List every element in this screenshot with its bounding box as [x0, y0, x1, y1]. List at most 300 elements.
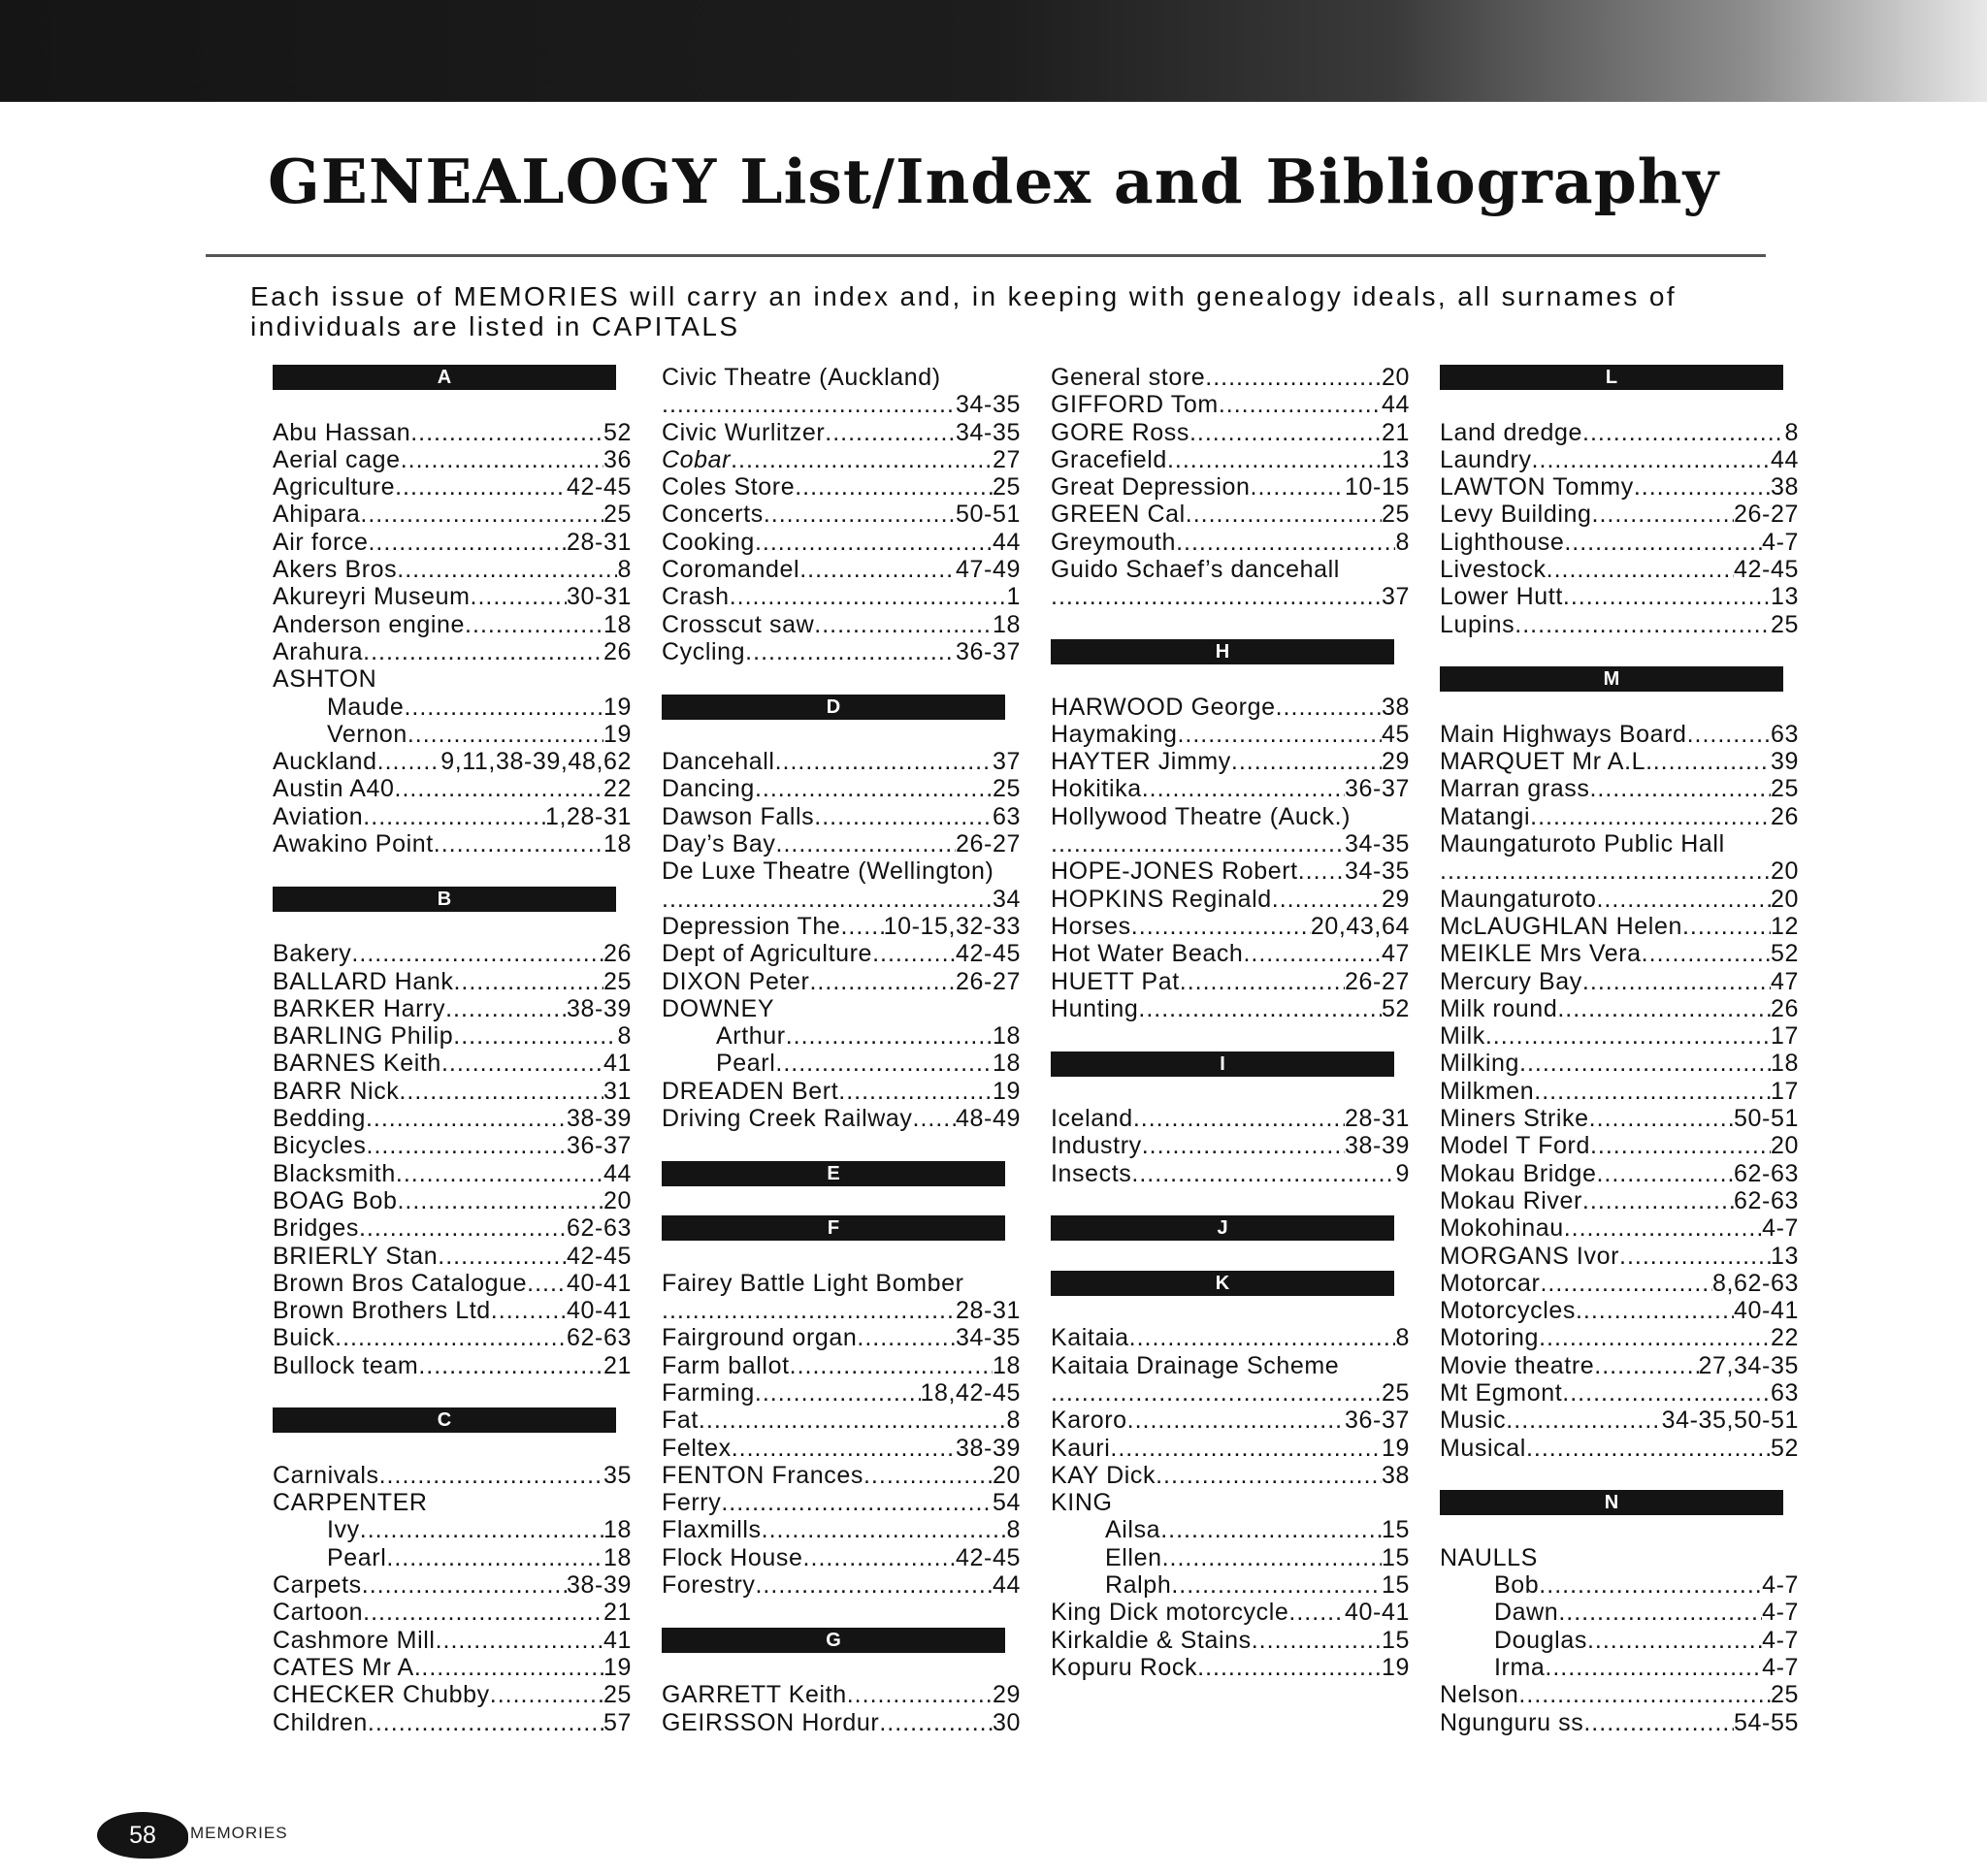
entry-pages: 38 [1381, 1461, 1410, 1489]
entry-name: Levy Building [1440, 501, 1592, 529]
entry-name: Ellen [1105, 1543, 1162, 1571]
entry-name: Auckland [273, 748, 377, 776]
dot-leader [1127, 1407, 1345, 1434]
entry-name: HAYTER Jimmy [1051, 748, 1231, 776]
index-entry [1440, 1078, 1799, 1105]
entry-name: Depression The [662, 912, 841, 940]
entry-name: DREADEN Bert [662, 1077, 839, 1105]
index-entry [273, 1022, 632, 1050]
index-subentry [662, 1050, 1021, 1077]
dot-leader [1186, 501, 1382, 528]
index-entry [273, 638, 632, 665]
index-entry [1440, 1160, 1799, 1187]
entry-pages: 25 [1770, 775, 1799, 803]
entry-pages: 9 [1395, 1159, 1410, 1187]
entry-pages: 21 [1381, 418, 1410, 446]
dot-leader [1485, 1022, 1771, 1050]
entry-pages: 40-41 [567, 1269, 632, 1297]
letter-heading [1051, 1270, 1410, 1297]
index-entry [1440, 1352, 1799, 1379]
entry-name: LAWTON Tommy [1440, 473, 1634, 501]
entry-pages: 27 [992, 445, 1021, 473]
index-entry [273, 748, 632, 775]
dot-leader [360, 1516, 603, 1543]
index-entry [1440, 748, 1799, 775]
index-entry [662, 1489, 1021, 1516]
index-subentry [1440, 1627, 1799, 1654]
entry-pages: 35 [603, 1461, 632, 1489]
entry-pages: 26-27 [1734, 501, 1799, 529]
entry-pages: 63 [992, 802, 1021, 830]
entry-name: Industry [1051, 1132, 1142, 1160]
entry-pages: 20 [1770, 857, 1799, 886]
entry-name: Douglas [1494, 1626, 1587, 1654]
index-entry [1051, 1160, 1410, 1187]
spacer [1051, 1187, 1410, 1214]
entry-name: Air force [273, 528, 369, 556]
index-entry [662, 803, 1021, 830]
dot-leader [825, 419, 956, 446]
letter-heading [1051, 1050, 1410, 1077]
entry-name: BRIERLY Stan [273, 1242, 439, 1270]
index-entry [1440, 1379, 1799, 1407]
entry-name: Flock House [662, 1543, 803, 1571]
dot-leader [367, 1132, 568, 1159]
dot-leader [395, 473, 567, 501]
dot-leader [1634, 473, 1771, 501]
entry-pages: 50-51 [1734, 1105, 1799, 1133]
dot-leader [662, 1297, 956, 1324]
entry-name: Ailsa [1105, 1516, 1161, 1544]
index-entry [1440, 995, 1799, 1022]
entry-name: GIFFORD Tom [1051, 391, 1219, 419]
dot-leader [368, 1709, 603, 1736]
index-entry [1440, 473, 1799, 501]
index-entry [1051, 748, 1410, 775]
entry-pages: 38-39 [567, 1105, 632, 1133]
entry-name: Mokohinau [1440, 1214, 1564, 1243]
index-entry [1051, 1132, 1410, 1159]
spacer [662, 1243, 1021, 1270]
dot-leader [1596, 886, 1771, 913]
spacer [1440, 638, 1799, 665]
entry-pages: 36 [603, 445, 632, 473]
dot-leader [397, 1187, 603, 1214]
entry-pages: 42-45 [1734, 556, 1799, 584]
entry-pages: 17 [1770, 1077, 1799, 1105]
index-entry [273, 1627, 632, 1654]
entry-pages: 17 [1770, 1022, 1799, 1051]
dot-leader [857, 1324, 956, 1351]
index-entry [273, 611, 632, 638]
entry-pages: 19 [1381, 1653, 1410, 1681]
entry-name: Flaxmills [662, 1516, 762, 1544]
entry-pages: 40-41 [567, 1297, 632, 1325]
index-heading-entry: KING [1051, 1489, 1113, 1517]
dot-leader [1545, 1654, 1762, 1681]
dot-leader [1110, 1435, 1382, 1462]
index-entry [1051, 391, 1410, 418]
dot-leader [1582, 1187, 1734, 1214]
entry-name: Pearl [327, 1543, 387, 1571]
dot-leader [1653, 748, 1771, 775]
entry-name: Ahipara [273, 501, 361, 529]
index-entry [662, 501, 1021, 528]
header-band [0, 0, 1987, 102]
entry-pages: 15 [1381, 1516, 1410, 1544]
entry-name: Day’s Bay [662, 830, 776, 858]
index-entry [1051, 913, 1410, 940]
index-entry [1440, 1324, 1799, 1351]
entry-pages: 34-35 [956, 1324, 1021, 1352]
dot-leader [1142, 1132, 1345, 1159]
index-entry [273, 1243, 632, 1270]
index-entry [1051, 1462, 1410, 1489]
dot-leader [407, 721, 603, 748]
index-entry [1051, 501, 1410, 528]
entry-name: Aviation [273, 802, 364, 830]
entry-pages: 36-37 [1345, 775, 1410, 803]
entry-pages: 26-27 [956, 967, 1021, 995]
index-entry [1440, 886, 1799, 913]
dot-leader [799, 556, 956, 583]
dot-leader [1160, 1516, 1382, 1543]
entry-name: Ralph [1105, 1571, 1172, 1600]
dot-leader [1142, 775, 1345, 802]
index-entry [1051, 473, 1410, 501]
entry-pages: 29 [1381, 748, 1410, 776]
entry-pages: 19 [603, 1653, 632, 1681]
entry-name: BOAG Bob [273, 1186, 398, 1214]
dot-leader [1171, 1571, 1382, 1599]
entry-name: HUETT Pat [1051, 967, 1180, 995]
entry-pages: 38 [1770, 473, 1799, 501]
dot-leader [1687, 721, 1771, 748]
entry-name: Greymouth [1051, 528, 1177, 556]
dot-leader [1219, 391, 1382, 418]
index-entry [1051, 1599, 1410, 1626]
index-entry [273, 1078, 632, 1105]
dot-leader [465, 611, 603, 638]
entry-name: Cooking [662, 528, 755, 556]
dot-leader [1562, 1379, 1771, 1407]
index-entry [273, 1571, 632, 1599]
dot-leader [730, 583, 1007, 610]
entry-name: Fairground organ [662, 1324, 858, 1352]
index-entry [1051, 446, 1410, 473]
entry-pages: 54-55 [1734, 1708, 1799, 1736]
spacer [662, 1599, 1021, 1626]
dot-leader [1534, 1078, 1771, 1105]
dot-leader [1189, 419, 1382, 446]
index-subentry [273, 1544, 632, 1571]
entry-pages: 22 [1770, 1324, 1799, 1352]
entry-pages: 20 [1770, 885, 1799, 913]
entry-name: Fat [662, 1407, 699, 1435]
entry-name: Motorcycles [1440, 1297, 1576, 1325]
dot-leader [1298, 857, 1345, 885]
dot-leader [438, 1243, 567, 1270]
dot-leader [762, 1516, 1007, 1543]
entry-pages: 63 [1770, 1378, 1799, 1407]
dot-leader [360, 501, 603, 528]
dot-leader [1167, 446, 1382, 473]
entry-name: BARNES Keith [273, 1050, 441, 1078]
spacer [662, 1654, 1021, 1681]
dot-leader [1162, 1544, 1382, 1571]
entry-pages: 25 [1770, 610, 1799, 638]
index-entry [1440, 446, 1799, 473]
entry-pages: 26-27 [956, 830, 1021, 858]
dot-leader [814, 611, 993, 638]
index-entry [662, 968, 1021, 995]
dot-leader [872, 940, 956, 967]
entry-name: GEIRSSON Hordur [662, 1708, 880, 1736]
entry-name: Land dredge [1440, 418, 1583, 446]
dot-leader [814, 803, 993, 830]
index-entry [1440, 501, 1799, 528]
entry-pages: 15 [1381, 1626, 1410, 1654]
entry-name: Akers Bros [273, 556, 398, 584]
dot-leader [1582, 419, 1784, 446]
dot-leader [421, 1654, 603, 1681]
index-heading-entry: NAULLS [1440, 1543, 1538, 1571]
entry-name: Forestry [662, 1571, 756, 1600]
dot-leader [1564, 1214, 1762, 1242]
index-entry [662, 419, 1021, 446]
dot-leader [1177, 721, 1382, 748]
entry-name: Ngunguru ss [1440, 1708, 1584, 1736]
entry-name: Cobar [662, 445, 732, 473]
page-title: GENEALOGY List/Index and Bibliography [268, 146, 1720, 217]
spacer [1051, 1078, 1410, 1105]
dot-leader [1272, 886, 1382, 913]
entry-pages: 44 [992, 1571, 1021, 1600]
index-entry [273, 940, 632, 967]
index-entry [1440, 1050, 1799, 1077]
dot-leader [1642, 940, 1771, 967]
index-column-3 [1051, 364, 1410, 1681]
entry-pages: 38-39 [567, 994, 632, 1022]
dot-leader [1682, 913, 1771, 940]
index-entry [1440, 913, 1799, 940]
entry-pages: 25 [1381, 1378, 1410, 1407]
entry-name: GREEN Cal [1051, 501, 1186, 529]
entry-pages: 25 [1381, 501, 1410, 529]
dot-leader [1051, 583, 1382, 610]
index-entry [1051, 968, 1410, 995]
entry-pages: 18,42-45 [920, 1378, 1021, 1407]
dot-leader [418, 1352, 603, 1379]
spacer [1051, 1243, 1410, 1270]
entry-name: Matangi [1440, 802, 1531, 830]
dot-leader [1276, 694, 1382, 721]
index-entry [1440, 1187, 1799, 1214]
index-entry [273, 1160, 632, 1187]
entry-name: Bridges [273, 1214, 359, 1243]
index-entry [1440, 968, 1799, 995]
entry-name: HOPKINS Reginald [1051, 885, 1272, 913]
dot-leader [1251, 473, 1346, 501]
entry-pages: 47-49 [956, 556, 1021, 584]
dot-leader [351, 940, 603, 967]
index-entry [662, 1379, 1021, 1407]
index-entry [273, 556, 632, 583]
dot-leader [721, 1489, 993, 1516]
entry-name: BARKER Harry [273, 994, 446, 1022]
entry-pages: 28-31 [956, 1297, 1021, 1325]
entry-name: DIXON Peter [662, 967, 810, 995]
entry-pages: 62-63 [1734, 1159, 1799, 1187]
entry-name: Great Depression [1051, 473, 1251, 501]
dot-leader [441, 1050, 603, 1077]
entry-pages: 8 [1395, 1324, 1410, 1352]
letter-heading [1440, 665, 1799, 693]
entry-pages: 18 [603, 1516, 632, 1544]
entry-pages: 37 [1381, 583, 1410, 611]
index-entry [662, 1435, 1021, 1462]
index-continuation [662, 886, 1021, 913]
entry-pages: 62-63 [567, 1214, 632, 1243]
index-heading-entry: ASHTON [273, 665, 377, 694]
spacer [1440, 391, 1799, 418]
dot-leader [662, 391, 956, 418]
index-entry [662, 913, 1021, 940]
entry-name: Movie theatre [1440, 1351, 1595, 1379]
dot-leader [745, 638, 956, 665]
spacer [662, 1132, 1021, 1159]
entry-pages: 22 [603, 775, 632, 803]
entry-pages: 26 [1770, 994, 1799, 1022]
entry-pages: 63 [1770, 720, 1799, 748]
dot-leader [1252, 1627, 1382, 1654]
dot-leader [1131, 1160, 1395, 1187]
entry-pages: 19 [603, 693, 632, 721]
dot-leader [764, 501, 956, 528]
index-entry [662, 775, 1021, 802]
index-heading-entry: Kaitaia Drainage Scheme [1051, 1351, 1340, 1379]
index-heading-entry: Fairey Battle Light Bomber [662, 1269, 964, 1297]
entry-name: Insects [1051, 1159, 1132, 1187]
entry-pages: 10-15,32-33 [883, 912, 1021, 940]
entry-name: Irma [1494, 1653, 1546, 1681]
index-entry [1440, 1297, 1799, 1324]
index-entry [662, 1544, 1021, 1571]
entry-pages: 25 [992, 473, 1021, 501]
index-entry [273, 1709, 632, 1736]
letter-heading [662, 1160, 1021, 1187]
dot-leader [1547, 556, 1734, 583]
index-entry [1051, 419, 1410, 446]
index-entry [1440, 1270, 1799, 1297]
entry-name: Ferry [662, 1489, 722, 1517]
index-heading-entry: Civic Theatre (Auckland) [662, 364, 941, 391]
entry-name: Carnivals [273, 1461, 379, 1489]
entry-pages: 19 [1381, 1434, 1410, 1462]
index-entry [1051, 529, 1410, 556]
dot-leader [1176, 529, 1395, 556]
entry-name: Maungaturoto [1440, 885, 1597, 913]
dot-leader [1180, 968, 1345, 995]
spacer [662, 665, 1021, 693]
index-entry [1051, 1407, 1410, 1434]
dot-leader [379, 1462, 603, 1489]
index-entry [662, 583, 1021, 610]
entry-pages: 19 [992, 1077, 1021, 1105]
index-entry [1440, 1407, 1799, 1434]
entry-name: MARQUET Mr A.L. [1440, 748, 1653, 776]
entry-name: Bob [1494, 1571, 1540, 1600]
spacer [662, 1187, 1021, 1214]
index-entry [273, 1681, 632, 1708]
spacer [662, 721, 1021, 748]
dot-leader [1243, 940, 1382, 967]
entry-name: Concerts [662, 501, 764, 529]
index-entry [662, 1681, 1021, 1708]
entry-pages: 38-39 [1345, 1132, 1410, 1160]
index-entry [1440, 1132, 1799, 1159]
entry-name: Arthur [716, 1022, 786, 1051]
dot-leader [397, 556, 617, 583]
entry-name: Coromandel [662, 556, 800, 584]
dot-leader [491, 1297, 567, 1324]
entry-name: Milking [1440, 1050, 1519, 1078]
index-entry [662, 830, 1021, 857]
entry-pages: 42-45 [567, 473, 632, 501]
dot-leader [731, 446, 993, 473]
entry-pages: 62-63 [1734, 1186, 1799, 1214]
entry-name: Laundry [1440, 445, 1532, 473]
entry-pages: 34 [992, 885, 1021, 913]
entry-pages: 36-37 [1345, 1407, 1410, 1435]
index-entry [662, 1105, 1021, 1132]
letter-heading-label: M [1440, 666, 1783, 692]
index-entry [1440, 1105, 1799, 1132]
index-heading-entry: DOWNEY [662, 994, 775, 1022]
index-entry [273, 1132, 632, 1159]
dot-leader [1564, 529, 1762, 556]
entry-name: Agriculture [273, 473, 396, 501]
entry-name: CHECKER Chubby [273, 1681, 490, 1709]
entry-name: Haymaking [1051, 720, 1178, 748]
entry-name: Aerial cage [273, 445, 401, 473]
index-entry [1051, 775, 1410, 802]
index-entry [662, 473, 1021, 501]
index-entry [273, 1214, 632, 1242]
dot-leader [1558, 1599, 1762, 1626]
dot-leader [1576, 1297, 1734, 1324]
index-entry [273, 446, 632, 473]
page-number-badge: 58 [97, 1812, 188, 1859]
dot-leader [1138, 995, 1382, 1022]
index-entry [1440, 940, 1799, 967]
index-entry [273, 1297, 632, 1324]
index-entry [662, 1709, 1021, 1736]
dot-leader [453, 1022, 617, 1050]
letter-heading-label: B [273, 887, 616, 912]
index-entry [662, 748, 1021, 775]
index-entry [273, 803, 632, 830]
index-entry [662, 638, 1021, 665]
dot-leader [368, 529, 567, 556]
dot-leader [363, 638, 603, 665]
letter-heading [273, 364, 632, 391]
entry-pages: 1,28-31 [545, 802, 632, 830]
entry-pages: 12 [1770, 912, 1799, 940]
entry-name: King Dick motorcycle [1051, 1599, 1289, 1627]
entry-pages: 47 [1770, 967, 1799, 995]
index-entry [1051, 694, 1410, 721]
